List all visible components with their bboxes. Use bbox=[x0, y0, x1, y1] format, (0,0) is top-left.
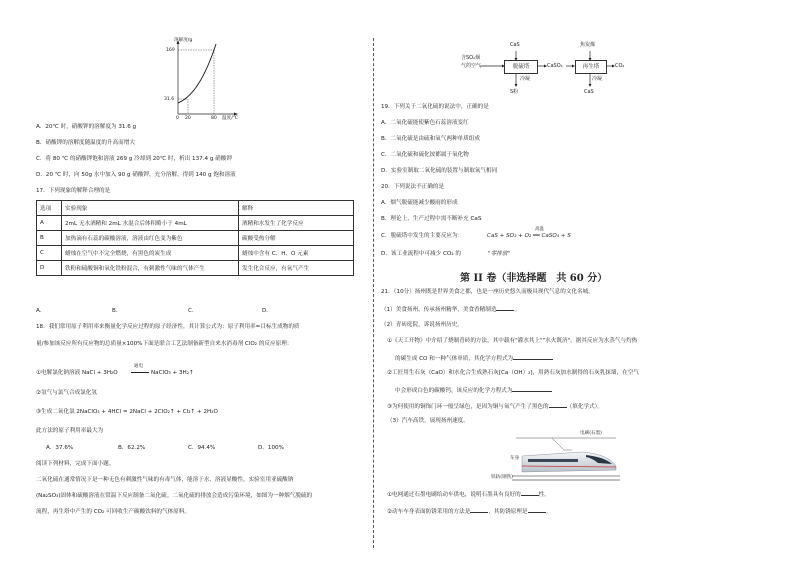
flow-input-label-1: 含SO₂烟 bbox=[461, 55, 481, 61]
q17-stem: 17．下列现象的解释合理的是 bbox=[36, 188, 111, 194]
graph-ytick-31.6: 31.6 bbox=[164, 97, 175, 102]
table-header-row bbox=[37, 201, 354, 216]
q19-option-a: A．二氧化硫能使紫色石蕊溶液变红 bbox=[381, 120, 469, 126]
answer-blank[interactable] bbox=[513, 354, 553, 360]
train-caption-brush: 电刷(石墨) bbox=[580, 431, 602, 436]
flow-cool-1: 冷凝 bbox=[520, 76, 531, 82]
q21-s2b-line2 bbox=[395, 386, 552, 395]
q21-s3b-tail: 。 bbox=[545, 509, 552, 515]
graph-xtick-20: 20 bbox=[185, 116, 191, 121]
flow-bottom-cas: CaS bbox=[584, 89, 594, 95]
q18-option-b: B．62.2% bbox=[118, 445, 146, 451]
table-header: 解释 bbox=[239, 201, 354, 216]
q20-option-a: A．烟气脱硫能减少酸雨的形成 bbox=[381, 200, 458, 206]
q16-option-c: C．将 80 ℃ 的硝酸钾饱和溶液 269 g 冷却到 20℃ 时，析出 137.4 g 硝酸钾 bbox=[36, 156, 232, 162]
q21-s2b-line1: ②工匠用生石灰（CaO）和水化合生成熟石灰[Ca（OH）₂]，用熟石灰加水制得的石灰乳抹墙，在空气 bbox=[387, 370, 639, 376]
table-cell: C bbox=[37, 246, 62, 261]
q21-s3: （3）汽车高铁，展现扬州速度。 bbox=[387, 418, 469, 424]
train-caption-body: 车身 bbox=[510, 456, 520, 461]
column-divider bbox=[373, 38, 374, 548]
table-cell: 铁粉和硫酸铜和氧化铁粉混合，有刺激性气味的气体产生 bbox=[62, 261, 239, 276]
flow-box-regenerator: 再生塔 bbox=[575, 60, 607, 74]
q16-option-b: B．硝酸钾的溶解度随温度的升高而增大 bbox=[36, 140, 135, 146]
flow-coal: 焦炭煤 bbox=[580, 42, 596, 48]
flow-box-desulfurization: 脱硫塔 bbox=[504, 60, 538, 74]
q21-s1 bbox=[381, 305, 520, 314]
flow-cool-2: 冷凝 bbox=[592, 76, 603, 82]
q18-option-a: A．37.6% bbox=[46, 445, 74, 451]
graph-xtick-0: 0 bbox=[176, 116, 179, 121]
q21-s2: （2）青砖庭院，诉说扬州历史。 bbox=[381, 322, 463, 328]
table-cell: 加热滴有石蕊的碳酸溶液，溶液由红色变为紫色 bbox=[62, 231, 239, 246]
q18-option-c: C．94.4% bbox=[188, 445, 216, 451]
q21-stem: 21．（10分）扬州既是世界美食之都，也是一座历史悠久而极具现代气息的文化名城。 bbox=[381, 289, 594, 295]
table-cell: B bbox=[37, 231, 62, 246]
q21-s1-tail: 。 bbox=[514, 307, 521, 313]
flow-co2: CO₂ bbox=[615, 63, 625, 69]
table-cell: A bbox=[37, 216, 62, 231]
answer-blank[interactable] bbox=[549, 402, 567, 408]
q18-stem-line2: 量/参加该反应所有反应物的总质量×100%下面是联合工艺法制备新型自来水消毒剂 ClO₂ 的反应原理： bbox=[36, 341, 293, 347]
table-row bbox=[37, 216, 354, 231]
table-row bbox=[37, 231, 354, 246]
graph-ylabel: 溶解度/g bbox=[174, 38, 193, 43]
q20-option-b: B．理论上，生产过程中需不断补充 CaS bbox=[381, 216, 482, 222]
graph-xlabel: 温度/℃ bbox=[222, 116, 238, 121]
q21-s2c bbox=[387, 402, 603, 411]
q21-s2a-text: 的碳生成 CO 和一种气体单质，其化学方程式为 bbox=[395, 356, 514, 362]
section-2-title: 第 II 卷（非选择题 共 60 分） bbox=[460, 273, 608, 284]
graph-ytick-169: 169 bbox=[166, 48, 175, 53]
q21-s2a-line1: ①《天工开物》中介绍了烧制青砖的方法，其中载有"灌水其上""水火既济"，据其反应为水蒸气与灼热 bbox=[387, 338, 638, 344]
q17-option-d: D． bbox=[262, 308, 272, 314]
q21-s3b-text: ②动车车身表面防锈采用的方法是 bbox=[387, 509, 471, 515]
q18-ask: 此方法的原子利用率最大为 bbox=[36, 428, 104, 434]
q21-s2c-text: ③为何使用的铜饰门环一般呈绿色，是因为铜与氧气产生了黑色的 bbox=[387, 404, 549, 410]
table-cell: D bbox=[37, 261, 62, 276]
q21-s2b-text: 中会形成白色的碳酸钙，该反应的化学方程式为 bbox=[395, 388, 513, 394]
q20-option-c: C．脱硫塔中发生的主要反应为： bbox=[381, 233, 464, 239]
high-speed-train-illustration bbox=[512, 432, 620, 486]
q20-option-c-equation: CaS + SO₂ + O₂ ══ CaSO₄ + S bbox=[487, 233, 571, 239]
reading-p3: 流程，再生塔中产生的 CO₂ 可回收生产碳酸饮料的气体原料。 bbox=[36, 509, 190, 515]
q18-eq1-left: ①电解氯化钠溶液 NaCl + 3H₂O bbox=[36, 370, 118, 376]
answer-blank[interactable] bbox=[512, 386, 552, 392]
q21-s3b bbox=[387, 507, 551, 516]
table-row bbox=[37, 246, 354, 261]
table-cell: 碳酸受热分解 bbox=[239, 231, 354, 246]
answer-blank[interactable] bbox=[521, 490, 539, 496]
q19-option-b: B．二氧化硫是由硫和氧气两种单质组成 bbox=[381, 136, 480, 142]
q21-s3a-tail: 性。 bbox=[538, 492, 550, 498]
reading-p2: (Na₂SO₃)固体和硫酸溶液在常温下反应制备二氧化硫。二氧化硫的排放会造成污染环境，如图为一种烟气脱硫的 bbox=[36, 493, 313, 499]
q19-option-d: D．实验室制取二氧化硫的装置与制取氧气相同 bbox=[381, 168, 498, 174]
table-header: 选项 bbox=[37, 201, 62, 216]
q20-option-c-condition: 高温 bbox=[535, 227, 544, 232]
q21-s3a bbox=[387, 490, 550, 499]
q18-option-d: D．100% bbox=[258, 445, 284, 451]
table-row bbox=[37, 261, 354, 276]
q20-option-d-tail: "零排放" bbox=[488, 251, 510, 257]
answer-blank[interactable] bbox=[528, 507, 546, 513]
table-cell: 2mL 无水酒精和 2mL 水混合后体积略小于 4mL bbox=[62, 216, 239, 231]
q17-option-c: C． bbox=[188, 308, 198, 314]
q19-stem: 19．下列关于二氧化硫的说法中，正确的是 bbox=[381, 104, 489, 110]
flow-caso4: CaSO₄ bbox=[547, 63, 563, 69]
q21-s2a-line2 bbox=[395, 354, 553, 363]
q21-s3b-mid: ，其防锈原理是 bbox=[488, 509, 528, 515]
q18-eq1-condition: 通电 bbox=[134, 364, 144, 369]
train-caption-rail: 铁轨(钢铁) bbox=[491, 475, 513, 480]
q16-option-a: A．20℃ 时，硝酸钾的溶解度为 31.6 g bbox=[36, 124, 137, 130]
table-header: 实验现象 bbox=[62, 201, 239, 216]
q18-eq3: ③生成二氧化氯 2NaClO₃ + 4HCl = 2NaCl + 2ClO₂↑ + Cl₂↑ + 2H₂O bbox=[36, 409, 218, 415]
q17-option-a: A． bbox=[36, 308, 46, 314]
flow-input-label-2: 气的空气 bbox=[461, 63, 482, 69]
q19-option-c: C．二氧化硫和硫化铵都属于氧化物 bbox=[381, 152, 469, 158]
q20-stem: 20．下列说法不正确的是 bbox=[381, 184, 445, 190]
graph-xtick-80: 80 bbox=[211, 116, 217, 121]
table-cell: 蜡烛中含有 C、H、O 元素 bbox=[239, 246, 354, 261]
q16-option-d: D．20 ℃ 时，向 50g 水中加入 90 g 硝酸钾，充分溶解，得到 140 g 饱和溶液 bbox=[36, 172, 236, 178]
flow-top-cas: CaS bbox=[510, 42, 520, 48]
q18-eq1-arrow bbox=[131, 372, 149, 373]
table-cell: 蜡烛在空气中不完全燃烧，有黑色的炭生成 bbox=[62, 246, 239, 261]
q17-table bbox=[36, 200, 354, 276]
q21-s1-text: （1）美食扬州，传承扬州精华，美食香精制造 bbox=[381, 307, 497, 313]
table-cell: 酒精和水发生了化学反应 bbox=[239, 216, 354, 231]
reading-intro: 阅读下列材料，完成下面小题。 bbox=[36, 461, 115, 467]
answer-blank[interactable] bbox=[496, 305, 514, 311]
flow-s-powder: S粉 bbox=[510, 89, 519, 95]
q18-eq2: ②氢气与氯气合成氯化氢 bbox=[36, 390, 97, 396]
q21-s2c-tail: （填化学式）。 bbox=[566, 404, 603, 410]
answer-blank[interactable] bbox=[470, 507, 488, 513]
q18-eq1-right: NaClO₃ + 3H₂↑ bbox=[151, 370, 194, 376]
table-cell: 发生化合反应，有氧气产生 bbox=[239, 261, 354, 276]
solubility-curve bbox=[178, 44, 216, 103]
reading-p1: 二氧化硫在通常情况下是一种无色有刺激性气味的有毒气体，能溶于水，溶液显酸性，实验室用亚硫酸钠 bbox=[36, 477, 294, 483]
q18-stem-line1: 18．我们常用原子利用率来衡量化学反应过程的原子经济性，其计算公式为：原子利用率=目标生成物的质 bbox=[36, 324, 300, 330]
q20-option-d: D．该工业流程中可减少 CO₂ 的 bbox=[381, 251, 461, 257]
q21-s3a-text: ①电网通过石墨电刷给动车供电，说明石墨具有良好的 bbox=[387, 492, 521, 498]
q17-option-b: B． bbox=[112, 308, 122, 314]
